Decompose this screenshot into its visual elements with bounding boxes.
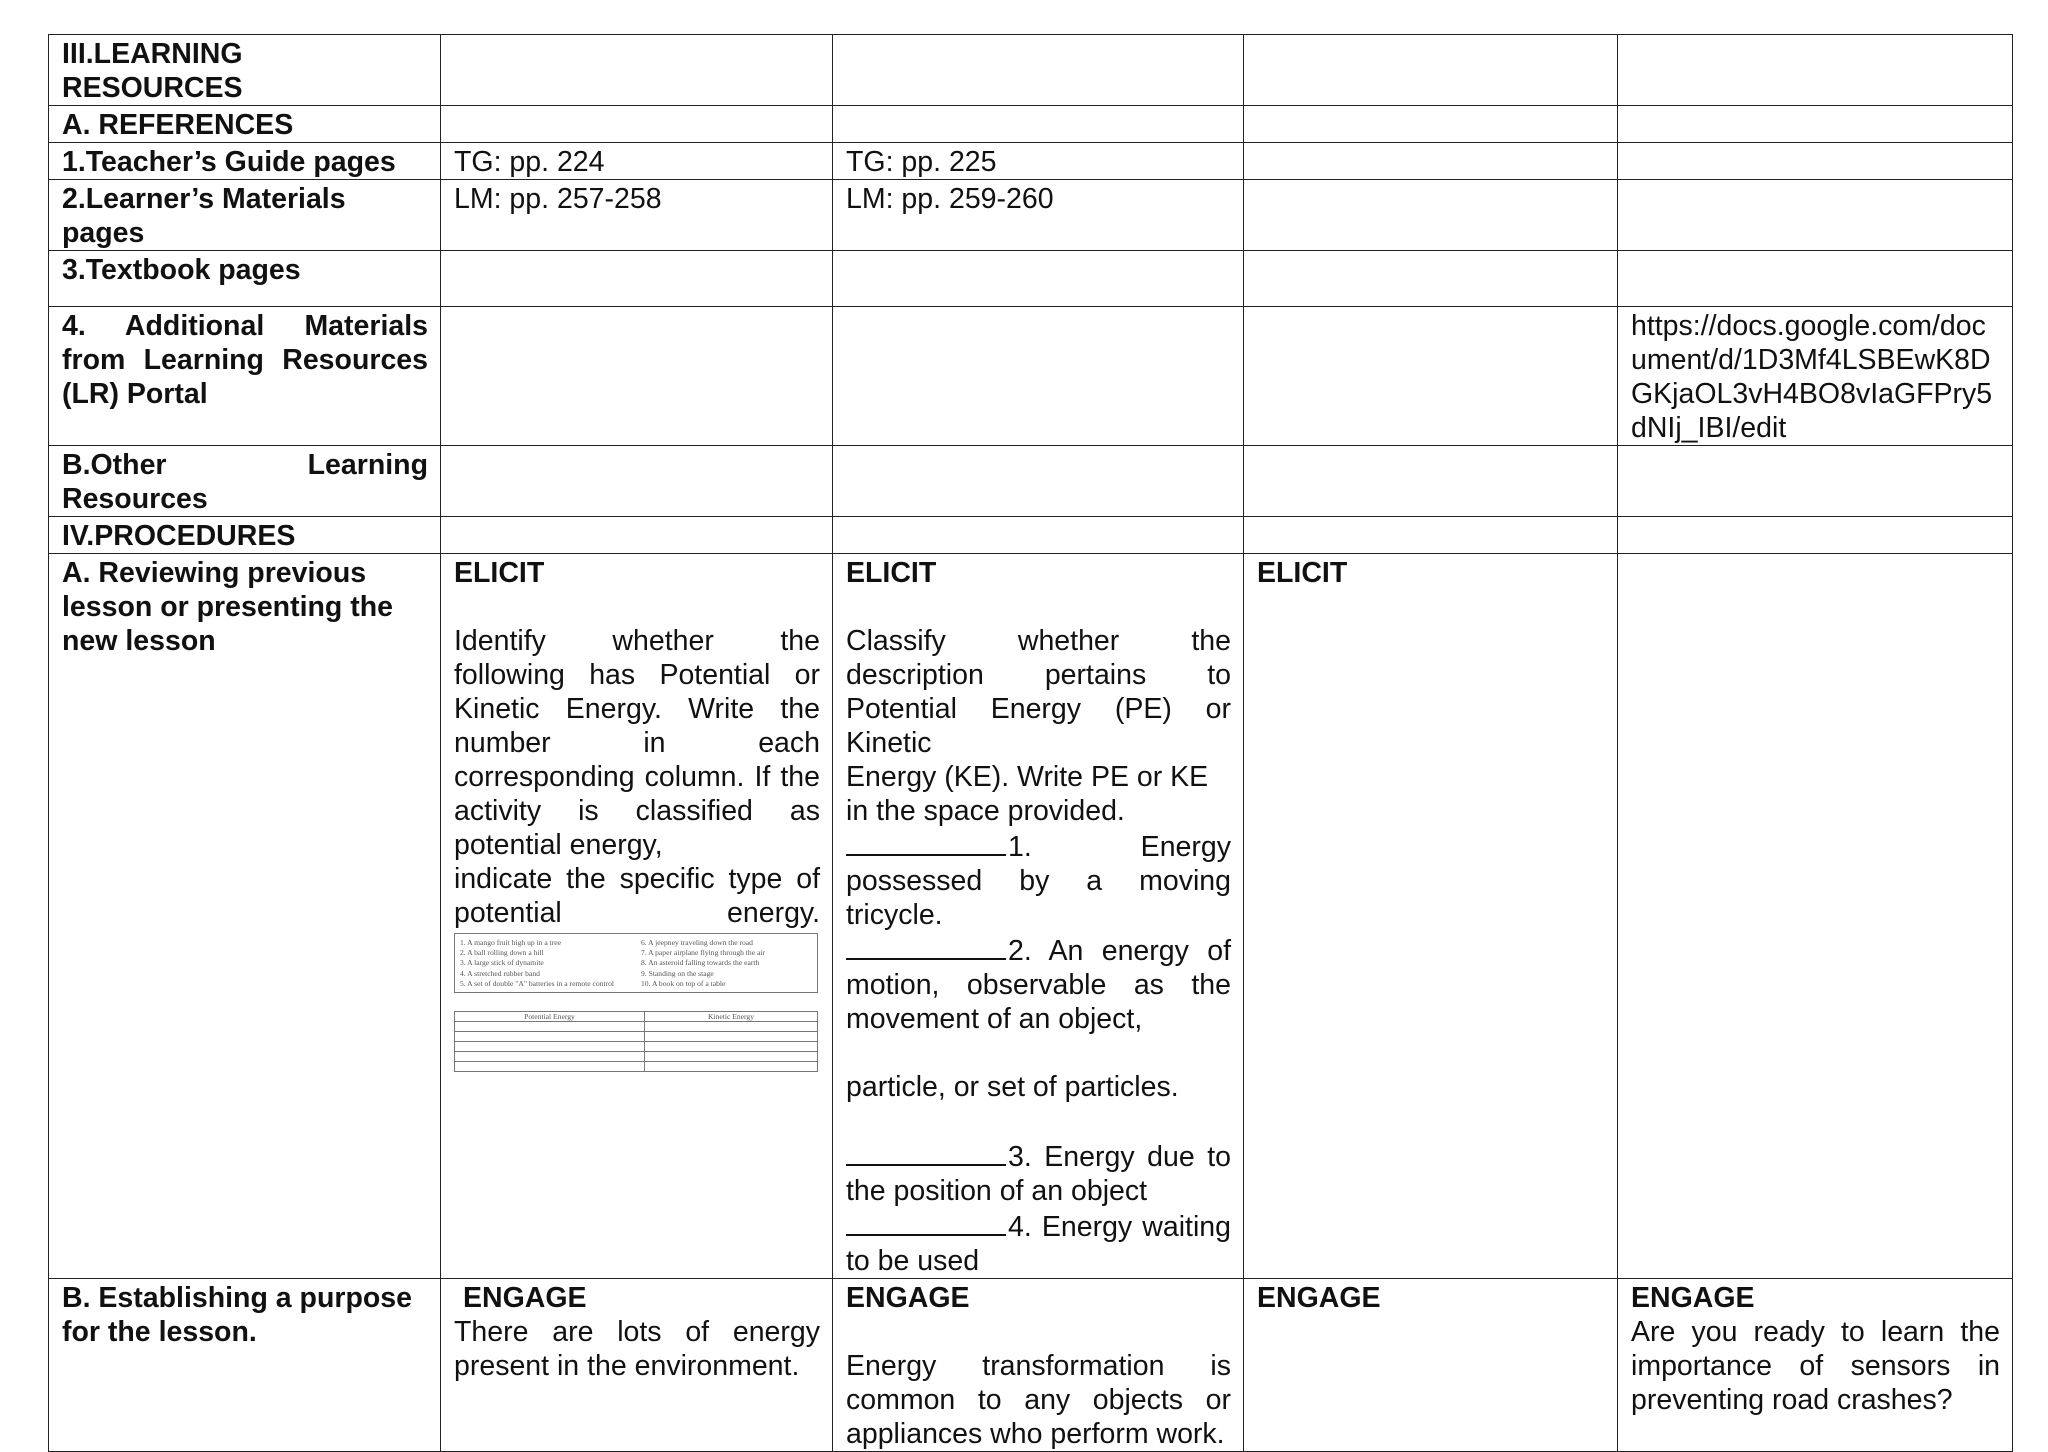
answer-cell (645, 1022, 818, 1032)
establishing-day3 (1244, 1279, 1618, 1452)
activity-item: 3. A large stick of dynamite (460, 958, 544, 968)
row-label-procedures: IV.PROCEDURES (49, 517, 441, 554)
answer-header-potential: Potential Energy (455, 1012, 645, 1022)
answer-cell (645, 1052, 818, 1062)
activity-answer-table (454, 1011, 818, 1072)
cell-empty (1244, 106, 1618, 143)
lm-day1: LM: pp. 257-258 (441, 180, 833, 251)
elicit-heading: ELICIT (846, 557, 937, 589)
answer-cell (645, 1042, 818, 1052)
answer-cell (455, 1042, 645, 1052)
cell-empty (441, 517, 833, 554)
cell-empty (1618, 35, 2013, 106)
cell-empty (441, 446, 833, 517)
establishing-day2 (833, 1279, 1244, 1452)
elicit-heading: ELICIT (1257, 557, 1348, 589)
tg-day1: TG: pp. 224 (441, 143, 833, 180)
reviewing-day1 (441, 554, 833, 1279)
cell-empty (1618, 446, 2013, 517)
classify-item-4 (846, 1208, 1231, 1278)
activity-item: 7. A paper airplane flying through the air (641, 948, 765, 958)
answer-blank (846, 1208, 1006, 1236)
cell-empty (441, 251, 833, 307)
row-label-learning-resources: III.LEARNING RESOURCES (49, 35, 441, 106)
classify-item-2-text: 2. An energy of motion, observable as the movement of an object, (846, 935, 1231, 1035)
cell-empty (1618, 517, 2013, 554)
classify-instructions-2: Energy (KE). Write PE or KE in the space provided. (846, 761, 1209, 827)
answer-cell (455, 1052, 645, 1062)
activity-item: 9. Standing on the stage (641, 968, 714, 978)
row-procedures (49, 517, 2013, 554)
answer-cell (455, 1062, 645, 1072)
row-label-additional-materials: 4. Additional Materials from Learning Resources (LR) Portal (49, 307, 441, 446)
establishing-day1 (441, 1279, 833, 1452)
row-other-resources (49, 446, 2013, 517)
cell-empty (1618, 106, 2013, 143)
classify-item-2 (846, 932, 1231, 1036)
lr-portal-link[interactable]: https://docs.google.com/document/d/1D3Mf4LSBEwK8DGKjaOL3vH4BO8vIaGFPry5dNIj_IBI/edit (1618, 307, 2013, 446)
answer-blank (846, 1138, 1006, 1166)
engage-text: Are you ready to learn the importance of sensors in preventing road crashes? (1631, 1316, 2000, 1416)
cell-empty (1618, 143, 2013, 180)
row-learners-materials (49, 180, 2013, 251)
cell-empty (1618, 180, 2013, 251)
classify-item-4-text: 4. Energy waiting to be used (846, 1211, 1231, 1277)
lm-day2: LM: pp. 259-260 (833, 180, 1244, 251)
cell-empty (441, 35, 833, 106)
row-label-learners-materials: 2.Learner’s Materials pages (49, 180, 441, 251)
classify-item-1 (846, 828, 1231, 932)
cell-empty (1244, 251, 1618, 307)
answer-cell (645, 1062, 818, 1072)
cell-empty (441, 307, 833, 446)
activity-item: 5. A set of double "A" batteries in a remote control (460, 978, 615, 988)
row-label-textbook: 3.Textbook pages (49, 251, 441, 307)
tg-day2: TG: pp. 225 (833, 143, 1244, 180)
cell-empty (1244, 143, 1618, 180)
cell-empty (833, 307, 1244, 446)
answer-blank (846, 828, 1006, 856)
cell-empty (1244, 35, 1618, 106)
activity-item: 8. An asteroid falling towards the earth (641, 958, 760, 968)
reviewing-day3 (1244, 554, 1618, 1279)
activity-items-image (454, 933, 818, 993)
engage-text: There are lots of energy present in the environment. (454, 1316, 820, 1382)
row-label-references: A. REFERENCES (49, 106, 441, 143)
answer-blank (846, 932, 1006, 960)
engage-heading: ENGAGE (463, 1282, 587, 1314)
classify-item-3 (846, 1138, 1231, 1208)
row-learning-resources (49, 35, 2013, 106)
activity-item: 4. A stretched rubber band (460, 968, 540, 978)
cell-empty (1618, 554, 2013, 1279)
row-references (49, 106, 2013, 143)
row-textbook (49, 251, 2013, 307)
row-label-reviewing: A. Reviewing previous lesson or presenting the new lesson (49, 554, 441, 1279)
cell-empty (833, 517, 1244, 554)
cell-empty (1618, 251, 2013, 307)
answer-cell (455, 1032, 645, 1042)
reviewing-day2 (833, 554, 1244, 1279)
cell-empty (833, 106, 1244, 143)
activity-item: 6. A jeepney traveling down the road (641, 938, 753, 947)
answer-header-kinetic: Kinetic Energy (645, 1012, 818, 1022)
cell-empty (1244, 307, 1618, 446)
elicit-heading: ELICIT (454, 557, 545, 589)
row-additional-materials (49, 307, 2013, 446)
answer-cell (455, 1022, 645, 1032)
engage-heading: ENGAGE (1257, 1282, 1381, 1314)
elicit-instructions: Identify whether the following has Potential or Kinetic Energy. Write the number in each corresponding column. If the activity is classified as potential energy, (454, 625, 820, 861)
daily-lesson-log-table (48, 34, 2013, 1452)
engage-heading: ENGAGE (846, 1282, 970, 1314)
row-teachers-guide (49, 143, 2013, 180)
activity-item: 2. A ball rolling down a hill (460, 948, 544, 958)
classify-item-3-text: 3. Energy due to the position of an object (846, 1141, 1231, 1207)
cell-empty (833, 446, 1244, 517)
row-reviewing (49, 554, 2013, 1279)
activity-item: 1. A mango fruit high up in a tree (460, 938, 562, 947)
cell-empty (833, 251, 1244, 307)
row-establishing (49, 1279, 2013, 1452)
classify-instructions: Classify whether the description pertains to Potential Energy (PE) or Kinetic (846, 625, 1231, 759)
answer-cell (645, 1032, 818, 1042)
engage-text: Energy transformation is common to any objects or appliances who perform work. (846, 1350, 1231, 1450)
cell-empty (1244, 180, 1618, 251)
cell-empty (833, 35, 1244, 106)
row-label-establishing: B. Establishing a purpose for the lesson. (49, 1279, 441, 1452)
classify-item-1-text: 1. Energy possessed by a moving tricycle. (846, 831, 1231, 931)
other-resources-text: B.Other Learning Resources (62, 449, 428, 515)
cell-empty (1244, 446, 1618, 517)
row-label-other-resources (49, 446, 441, 517)
establishing-day4 (1618, 1279, 2013, 1452)
cell-empty (1244, 517, 1618, 554)
activity-item: 10. A book on top of a table (641, 978, 726, 988)
classify-item-2b: particle, or set of particles. (846, 1071, 1179, 1103)
engage-heading: ENGAGE (1631, 1282, 1755, 1314)
cell-empty (441, 106, 833, 143)
row-label-teachers-guide: 1.Teacher’s Guide pages (49, 143, 441, 180)
elicit-instructions-2: indicate the specific type of potential energy. (454, 863, 820, 929)
